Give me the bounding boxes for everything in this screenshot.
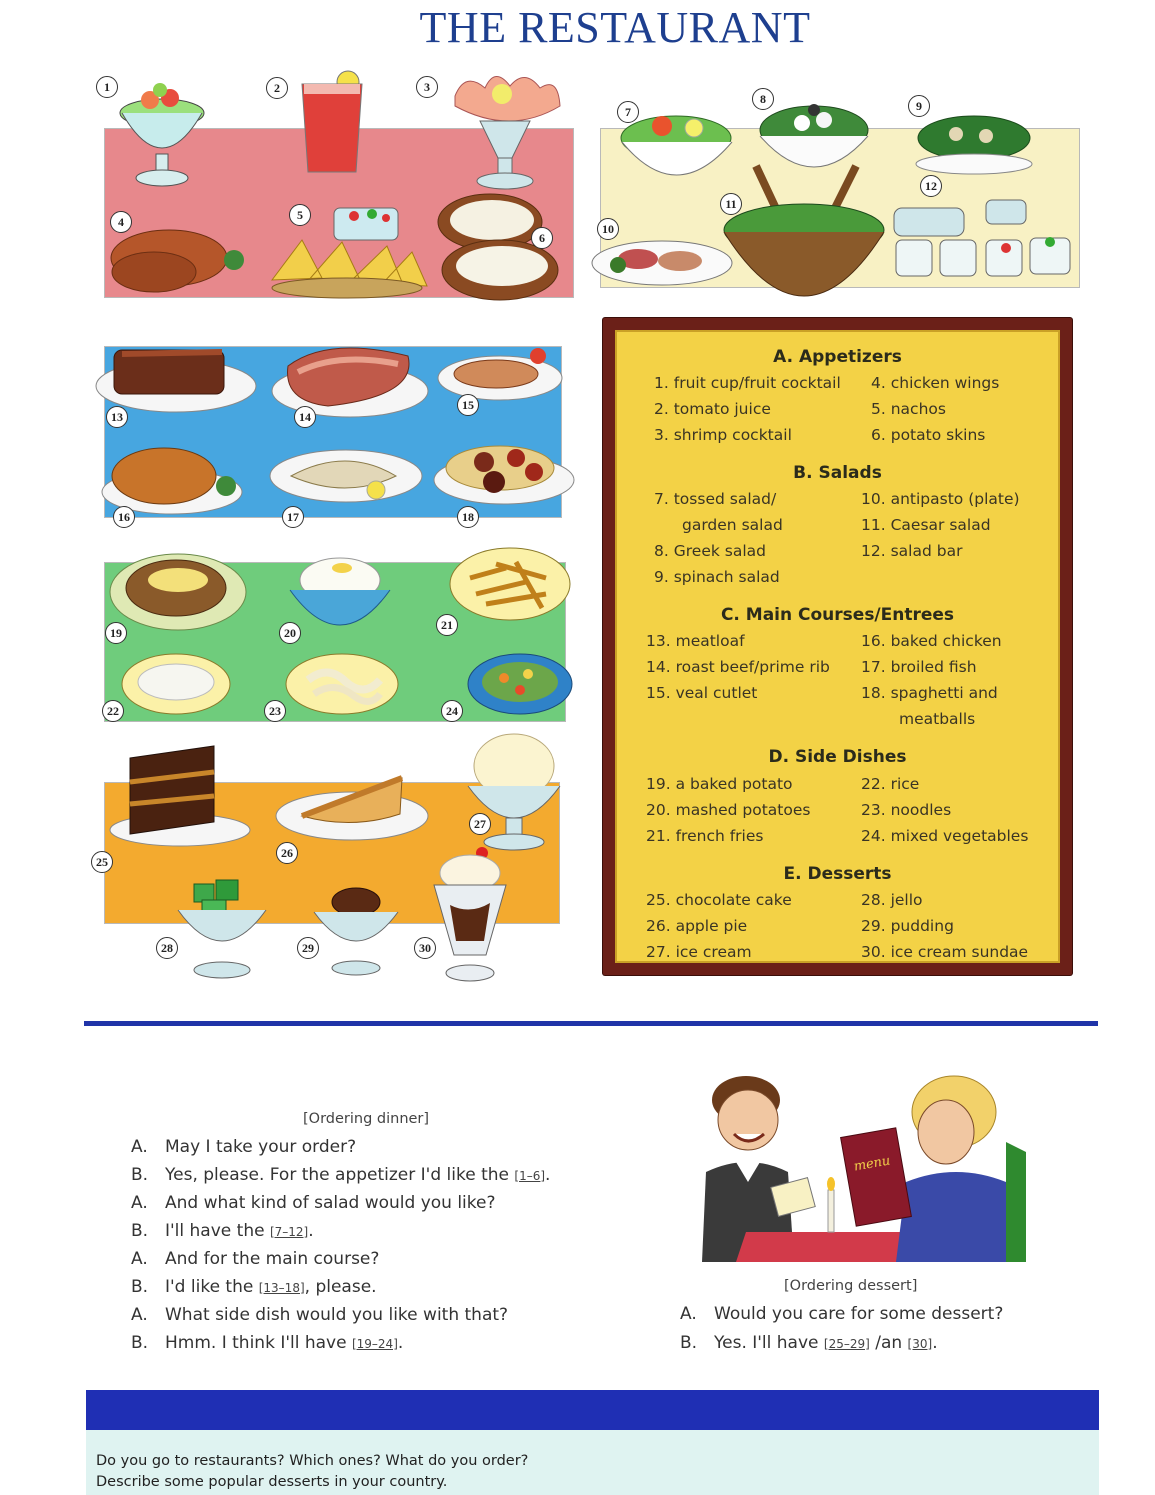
picture-number: 17 <box>282 506 304 528</box>
french-fries-image <box>446 538 576 628</box>
menu-item <box>861 917 954 935</box>
menu-item-number: 4. <box>871 374 886 392</box>
dialogue-line <box>131 1193 496 1213</box>
picture-number: 4 <box>110 211 132 233</box>
roast-beef-image <box>268 336 433 426</box>
menu-item-number: 24. <box>861 827 886 845</box>
menu-item-number: 29. <box>861 917 886 935</box>
menu-item-number: 11. <box>861 516 886 534</box>
picture-number: 26 <box>276 842 298 864</box>
menu-item <box>861 542 962 560</box>
speaker-label: B. <box>131 1221 149 1241</box>
rice-image <box>120 650 235 720</box>
menu-item <box>682 516 783 534</box>
dialogue-line <box>131 1165 550 1185</box>
answer-blank: [1–6] <box>514 1169 546 1183</box>
dialogue-line <box>680 1304 1003 1324</box>
picture-number: 19 <box>105 622 127 644</box>
dialogue-line <box>131 1221 314 1241</box>
menu-item <box>646 801 810 819</box>
dialogue-text: Yes. I'll have <box>714 1333 824 1353</box>
menu-item-label: spaghetti and <box>890 684 998 702</box>
menu-item <box>646 684 757 702</box>
menu-heading-side-dishes: D. Side Dishes <box>768 747 907 767</box>
menu-item-label: rice <box>890 775 920 793</box>
waiter-diner-image <box>676 1062 1031 1262</box>
menu-item-label: Greek salad <box>673 542 766 560</box>
menu-board <box>603 318 1072 975</box>
salad-bar-image <box>890 180 1090 290</box>
menu-item-label: french fries <box>675 827 764 845</box>
menu-item-label: nachos <box>890 400 946 418</box>
picture-number: 30 <box>414 937 436 959</box>
broiled-fish-image <box>266 440 426 510</box>
spaghetti-meatballs-image <box>430 428 580 508</box>
menu-item <box>861 658 977 676</box>
menu-item-label: ice cream sundae <box>890 943 1029 961</box>
dialogue-text: . <box>545 1165 551 1185</box>
dialogue-text: . <box>397 1333 404 1353</box>
menu-item-number: 16. <box>861 632 886 650</box>
menu-item-number: 30. <box>861 943 886 961</box>
speaker-label: A. <box>131 1249 148 1269</box>
nachos-image <box>262 200 432 300</box>
chocolate-cake-image <box>104 738 254 848</box>
menu-item <box>861 684 998 702</box>
dialogue-text: What side dish would you like with that? <box>165 1305 509 1325</box>
menu-item-label: chicken wings <box>890 374 1000 392</box>
menu-item-label: fruit cup/fruit cocktail <box>673 374 841 392</box>
menu-item-number: 22. <box>861 775 886 793</box>
menu-item <box>646 917 747 935</box>
menu-item-label: spinach salad <box>673 568 780 586</box>
dialogue-line <box>131 1137 356 1157</box>
pudding-image <box>310 880 400 980</box>
speaker-label: A. <box>131 1193 148 1213</box>
dialogue-line <box>131 1305 508 1325</box>
menu-cover-text: menu <box>852 1153 892 1175</box>
menu-item <box>861 516 991 534</box>
dialogue-text: Yes, please. For the appetizer I'd like the <box>165 1165 515 1185</box>
section-divider <box>84 1021 1098 1026</box>
picture-number: 21 <box>436 614 458 636</box>
mashed-potatoes-image <box>286 550 396 640</box>
menu-item-label: pudding <box>890 917 954 935</box>
fruit-cup-image <box>112 68 212 198</box>
page-title: THE RESTAURANT <box>419 3 811 52</box>
picture-number: 1 <box>96 76 118 98</box>
footer-bar <box>86 1390 1099 1430</box>
menu-item-label: tossed salad/ <box>673 490 777 508</box>
picture-number: 25 <box>91 851 113 873</box>
menu-item-number: 19. <box>646 775 671 793</box>
discussion-question: Do you go to restaurants? Which ones? What do you order? <box>96 1453 529 1469</box>
dialogue-text: May I take your order? <box>165 1137 357 1157</box>
jello-image <box>172 872 272 982</box>
picture-number: 27 <box>469 813 491 835</box>
menu-heading-salads: B. Salads <box>793 463 882 483</box>
speaker-label: B. <box>131 1165 149 1185</box>
picture-number: 13 <box>106 406 128 428</box>
menu-heading-appetizers: A. Appetizers <box>773 347 902 367</box>
answer-blank: [19–24] <box>351 1337 398 1351</box>
menu-item-label: garden salad <box>682 516 783 534</box>
picture-number: 11 <box>720 193 742 215</box>
menu-item-label: mashed potatoes <box>675 801 811 819</box>
menu-item-number: 9. <box>654 568 669 586</box>
menu-item <box>646 943 752 961</box>
menu-item <box>861 632 1002 650</box>
menu-heading-main-courses: C. Main Courses/Entrees <box>720 605 955 625</box>
menu-item-label: a baked potato <box>675 775 793 793</box>
menu-item-number: 12. <box>861 542 886 560</box>
menu-item-number: 8. <box>654 542 669 560</box>
picture-number: 18 <box>457 506 479 528</box>
menu-item-label: baked chicken <box>890 632 1002 650</box>
speaker-label: A. <box>131 1305 148 1325</box>
menu-item-label: meatloaf <box>675 632 745 650</box>
dialogue-text: And for the main course? <box>165 1249 380 1269</box>
menu-item-number: 20. <box>646 801 671 819</box>
menu-item <box>654 426 792 444</box>
menu-item-label: jello <box>890 891 923 909</box>
menu-item-number: 25. <box>646 891 671 909</box>
answer-blank: [25–29] <box>823 1337 870 1351</box>
menu-item-number: 5. <box>871 400 886 418</box>
dialogue-text: I'd like the <box>165 1277 259 1297</box>
dialogue-text: Hmm. I think I'll have <box>165 1333 352 1353</box>
menu-item <box>654 568 780 586</box>
picture-number: 14 <box>294 406 316 428</box>
menu-item-label: meatballs <box>899 710 976 728</box>
menu-item-number: 1. <box>654 374 669 392</box>
dialogue-line <box>131 1277 377 1297</box>
dialogue-text: /an <box>869 1333 908 1353</box>
dialogue-line <box>131 1333 403 1353</box>
picture-number: 20 <box>279 622 301 644</box>
menu-item-number: 17. <box>861 658 886 676</box>
menu-item <box>646 891 792 909</box>
shrimp-cocktail-image <box>440 66 570 196</box>
menu-item-number: 3. <box>654 426 669 444</box>
menu-item-label: Caesar salad <box>890 516 991 534</box>
speaker-label: B. <box>131 1333 149 1353</box>
menu-item <box>861 775 919 793</box>
menu-item-label: broiled fish <box>890 658 977 676</box>
menu-item-number: 13. <box>646 632 671 650</box>
caesar-salad-image <box>716 160 891 305</box>
dialogue-text: . <box>932 1333 938 1353</box>
dialogue-caption-dinner: [Ordering dinner] <box>303 1111 430 1127</box>
menu-item <box>654 490 776 508</box>
menu-item <box>871 400 946 418</box>
answer-blank: [30] <box>907 1337 933 1351</box>
dialogue-text: And what kind of salad would you like? <box>165 1193 496 1213</box>
menu-item <box>654 542 766 560</box>
picture-number: 12 <box>920 175 942 197</box>
menu-item <box>861 801 951 819</box>
menu-item <box>646 775 793 793</box>
menu-item <box>646 658 830 676</box>
menu-item <box>871 374 999 392</box>
dialogue-text: . <box>308 1221 314 1241</box>
ice-cream-sundae-image <box>424 845 514 985</box>
menu-item-label: salad bar <box>890 542 963 560</box>
menu-item-number: 14. <box>646 658 671 676</box>
menu-item-label: tomato juice <box>673 400 771 418</box>
menu-item-label: mixed vegetables <box>890 827 1029 845</box>
menu-item-label: ice cream <box>675 943 752 961</box>
answer-blank: [13–18] <box>258 1281 305 1295</box>
picture-number: 2 <box>266 77 288 99</box>
menu-item-label: roast beef/prime rib <box>675 658 830 676</box>
menu-item <box>861 490 1020 508</box>
menu-item-number: 26. <box>646 917 671 935</box>
picture-number: 8 <box>752 88 774 110</box>
menu-item <box>861 827 1028 845</box>
picture-number: 24 <box>441 700 463 722</box>
picture-number: 29 <box>297 937 319 959</box>
menu-item-label: chocolate cake <box>675 891 792 909</box>
baked-potato-image <box>104 540 254 635</box>
menu-item <box>654 400 771 418</box>
menu-heading-desserts: E. Desserts <box>783 864 892 884</box>
menu-item-label: antipasto (plate) <box>890 490 1020 508</box>
menu-item <box>654 374 841 392</box>
picture-number: 23 <box>264 700 286 722</box>
menu-item <box>861 943 1028 961</box>
menu-board-surface <box>615 330 1060 963</box>
discussion-question: Describe some popular desserts in your country. <box>96 1474 448 1490</box>
veal-cutlet-image <box>436 344 566 404</box>
picture-number: 28 <box>156 937 178 959</box>
menu-item <box>899 710 975 728</box>
menu-item-label: apple pie <box>675 917 748 935</box>
dialogue-text: Would you care for some dessert? <box>714 1304 1004 1324</box>
menu-item-number: 2. <box>654 400 669 418</box>
picture-number: 15 <box>457 394 479 416</box>
ice-cream-image <box>460 730 570 855</box>
speaker-label: A. <box>680 1304 697 1324</box>
menu-item-number: 27. <box>646 943 671 961</box>
menu-item-label: noodles <box>890 801 952 819</box>
speaker-label: B. <box>131 1277 149 1297</box>
menu-item <box>871 426 985 444</box>
apple-pie-image <box>272 756 432 846</box>
menu-item-label: veal cutlet <box>675 684 758 702</box>
picture-number: 22 <box>102 700 124 722</box>
picture-number: 6 <box>531 227 553 249</box>
picture-number: 7 <box>617 101 639 123</box>
menu-item-number: 10. <box>861 490 886 508</box>
menu-item <box>861 891 923 909</box>
speaker-label: A. <box>131 1137 148 1157</box>
answer-blank: [7–12] <box>269 1225 309 1239</box>
picture-number: 3 <box>416 76 438 98</box>
menu-item-number: 15. <box>646 684 671 702</box>
dialogue-line <box>680 1333 938 1353</box>
picture-number: 9 <box>908 95 930 117</box>
picture-number: 10 <box>597 218 619 240</box>
menu-item-number: 6. <box>871 426 886 444</box>
menu-item-number: 28. <box>861 891 886 909</box>
dialogue-line <box>131 1249 379 1269</box>
noodles-image <box>284 650 404 720</box>
tomato-juice-image <box>292 70 372 180</box>
menu-item-number: 23. <box>861 801 886 819</box>
picture-number: 16 <box>113 506 135 528</box>
speaker-label: B. <box>680 1333 698 1353</box>
dialogue-text: , please. <box>304 1277 377 1297</box>
menu-item-label: shrimp cocktail <box>673 426 792 444</box>
menu-item <box>646 632 745 650</box>
picture-number: 5 <box>289 204 311 226</box>
menu-item-number: 21. <box>646 827 671 845</box>
menu-item-number: 18. <box>861 684 886 702</box>
dialogue-text: I'll have the <box>165 1221 270 1241</box>
menu-item-label: potato skins <box>890 426 986 444</box>
mixed-vegetables-image <box>464 650 576 720</box>
menu-item-number: 7. <box>654 490 669 508</box>
dialogue-caption-dessert: [Ordering dessert] <box>784 1278 918 1294</box>
menu-item <box>646 827 763 845</box>
